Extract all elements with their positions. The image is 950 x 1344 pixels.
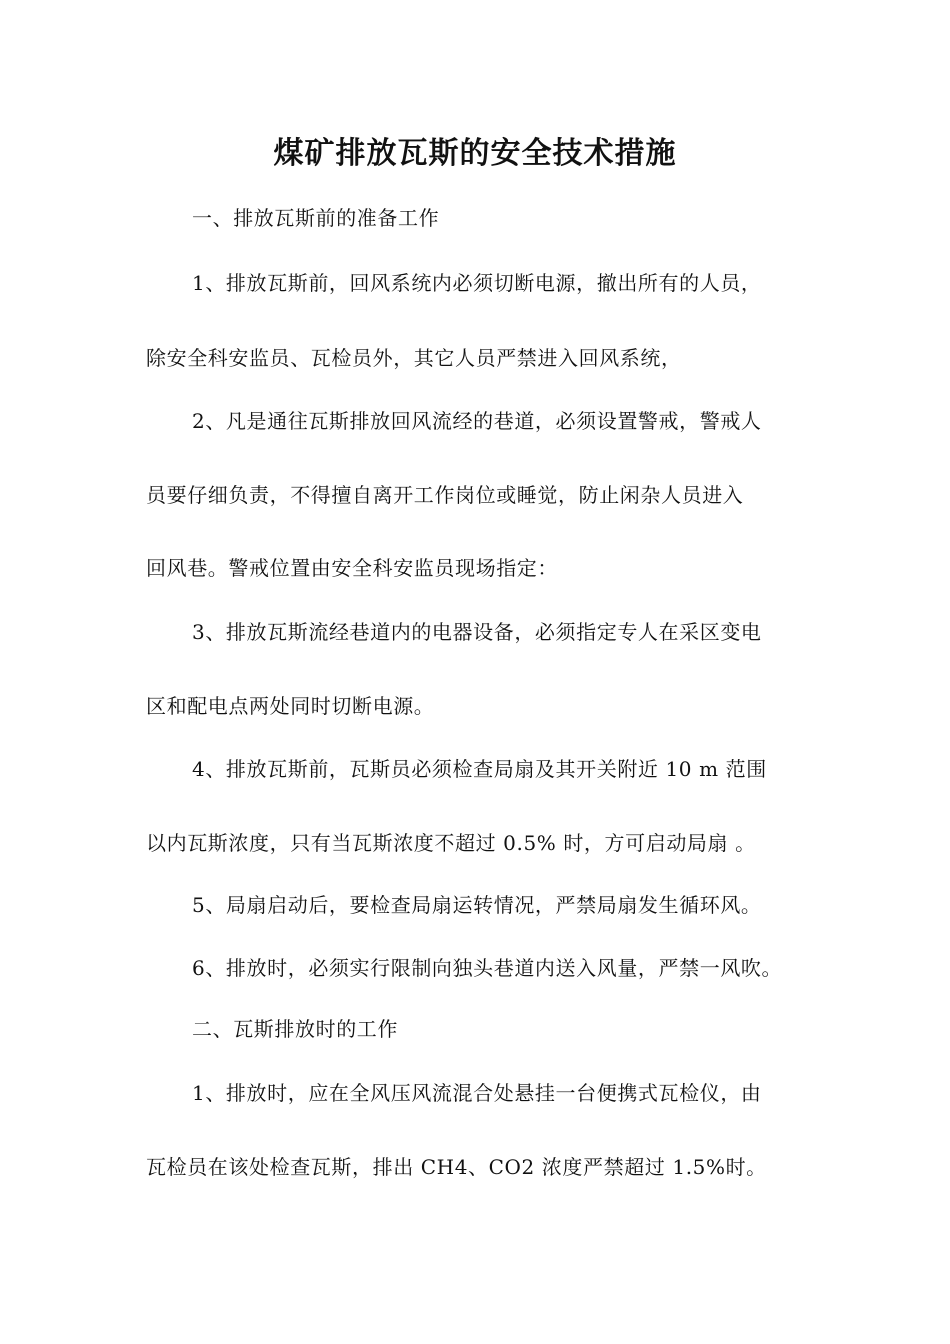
paragraph-line: 1、排放时，应在全风压风流混合处悬挂一台便携式瓦检仪，由 <box>192 1081 762 1105</box>
section-heading-1: 一、排放瓦斯前的准备工作 <box>192 206 440 230</box>
paragraph-line: 2、凡是通往瓦斯排放回风流经的巷道，必须设置警戒，警戒人 <box>192 409 762 433</box>
document-title: 煤矿排放瓦斯的安全技术措施 <box>273 136 677 171</box>
paragraph-line: 5、局扇启动后，要检查局扇运转情况，严禁局扇发生循环风。 <box>192 893 762 917</box>
paragraph-line: 除安全科安监员、瓦检员外，其它人员严禁进入回风系统， <box>146 346 682 370</box>
paragraph-line: 3、排放瓦斯流经巷道内的电器设备，必须指定专人在采区变电 <box>192 620 762 644</box>
paragraph-line: 回风巷。警戒位置由安全科安监员现场指定： <box>146 556 558 580</box>
paragraph-line: 区和配电点两处同时切断电源。 <box>146 694 435 718</box>
section-heading-2: 二、瓦斯排放时的工作 <box>192 1017 398 1041</box>
paragraph-line: 以内瓦斯浓度，只有当瓦斯浓度不超过 0.5% 时，方可启动局扇 。 <box>146 831 756 855</box>
paragraph-line: 瓦检员在该处检查瓦斯，排出 CH4、CO2 浓度严禁超过 1.5%时。 <box>146 1155 767 1179</box>
paragraph-line: 4、排放瓦斯前，瓦斯员必须检查局扇及其开关附近 10 m 范围 <box>192 757 767 781</box>
paragraph-line: 1、排放瓦斯前，回风系统内必须切断电源，撤出所有的人员， <box>192 271 762 295</box>
paragraph-line: 员要仔细负责，不得擅自离开工作岗位或睡觉，防止闲杂人员进入 <box>146 483 744 507</box>
paragraph-line: 6、排放时，必须实行限制向独头巷道内送入风量，严禁一风吹。 <box>192 956 783 980</box>
